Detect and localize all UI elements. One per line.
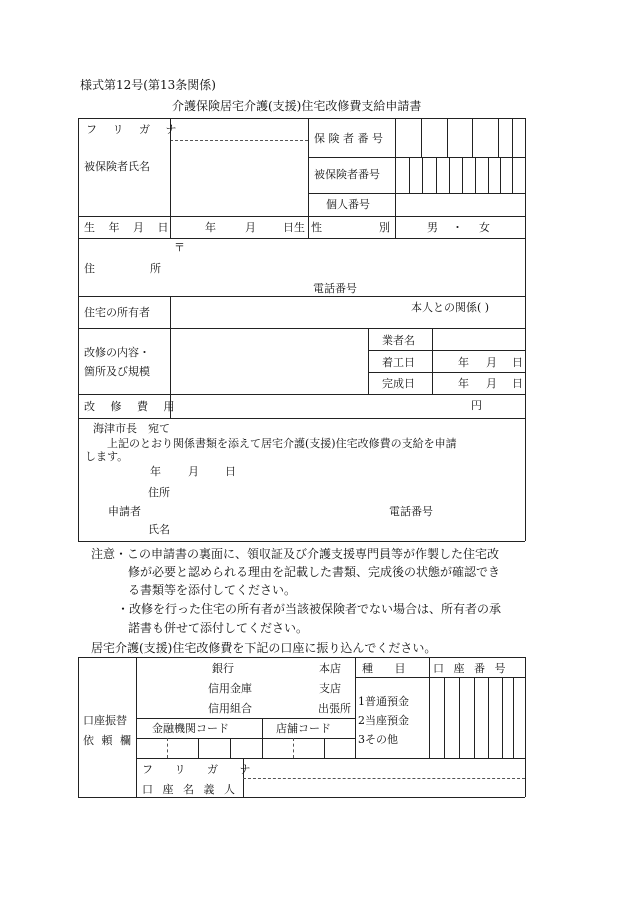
note-line1: 注意・この申請書の裏面に、領収証及び介護支援専門員等が作製した住宅改	[91, 547, 500, 561]
application-body-line2: します。	[85, 450, 129, 463]
renovation-label-1: 改修の内容・	[84, 346, 150, 359]
application-year: 年	[150, 465, 161, 478]
insured-name-label: 被保険者氏名	[84, 160, 150, 173]
office-type-sub[interactable]: 出張所	[318, 702, 351, 715]
birthdate-label: 生 年 月 日	[84, 221, 174, 234]
office-type-head[interactable]: 本店	[319, 662, 341, 675]
relation-label: 本人との関係( )	[411, 301, 490, 314]
bank-type-bank[interactable]: 銀行	[212, 662, 234, 675]
applicant-label: 申請者	[108, 505, 141, 518]
page-title: 介護保険居宅介護(支援)住宅改修費支給申請書	[172, 99, 422, 113]
birth-year: 年	[205, 221, 216, 234]
personal-number-label: 個人番号	[326, 198, 370, 211]
bank-code-label: 金融機関コード	[152, 722, 229, 735]
account-type-current[interactable]: 2当座預金	[358, 714, 409, 727]
start-day: 日	[512, 356, 523, 369]
account-type-other[interactable]: 3その他	[358, 733, 398, 746]
address-label-1: 住	[84, 262, 95, 275]
postal-mark: 〒	[174, 241, 185, 254]
office-type-branch[interactable]: 支店	[319, 682, 341, 695]
account-number-header: 口 座 番 号	[433, 662, 509, 675]
branch-code-label: 店舗コード	[276, 722, 331, 735]
start-date-label: 着工日	[382, 356, 415, 369]
bank-type-credit-coop[interactable]: 信用組合	[208, 702, 252, 715]
applicant-phone-label: 電話番号	[389, 505, 433, 518]
completion-date-label: 完成日	[382, 377, 415, 390]
birth-month: 月	[245, 221, 256, 234]
account-type-header: 種 目	[362, 662, 415, 675]
addressee: 海津市長 宛て	[93, 422, 170, 435]
start-month: 月	[486, 356, 497, 369]
account-holder-label: 口 座 名 義 人	[142, 783, 238, 796]
bank-label-2: 依 頼 欄	[83, 734, 133, 747]
sex-male[interactable]: 男	[427, 221, 438, 234]
sex-female[interactable]: 女	[479, 221, 490, 234]
sex-label-1: 性	[311, 221, 322, 234]
completion-day: 日	[512, 377, 523, 390]
renovation-label-2: 箇所及び規模	[84, 365, 150, 378]
start-year: 年	[458, 356, 469, 369]
application-month: 月	[188, 465, 199, 478]
contractor-label: 業者名	[382, 334, 415, 347]
owner-label: 住宅の所有者	[84, 306, 150, 319]
completion-month: 月	[486, 377, 497, 390]
form-number: 様式第12号(第13条関係)	[80, 78, 216, 92]
note-line2: 修が必要と認められる理由を記載した書類、完成後の状態が確認でき	[128, 565, 501, 579]
insured-number-label: 被保険者番号	[314, 168, 380, 181]
note-line5: 諾書も併せて添付してください。	[128, 621, 309, 635]
bank-label-1: 口座振替	[83, 714, 127, 727]
sex-label-2: 別	[379, 221, 390, 234]
phone-label: 電話番号	[313, 282, 357, 295]
bank-type-credit-union[interactable]: 信用金庫	[208, 682, 252, 695]
birth-day: 日生	[283, 221, 305, 234]
yen-label: 円	[471, 399, 482, 412]
cost-label: 改 修 費 用	[84, 400, 181, 413]
bank-instruction: 居宅介護(支援)住宅改修費を下記の口座に振り込んでください。	[91, 641, 437, 655]
application-body-line1: 上記のとおり関係書類を添えて居宅介護(支援)住宅改修費の支給を申請	[107, 437, 457, 450]
furigana-label: フ リ ガ ナ	[86, 123, 183, 136]
holder-furigana-label: フ リ ガ ナ	[142, 763, 260, 776]
application-day: 日	[225, 465, 236, 478]
account-type-ordinary[interactable]: 1普通預金	[358, 695, 409, 708]
insurer-number-label: 保 険 者 番 号	[314, 132, 383, 145]
note-line3: る書類等を添付してください。	[128, 583, 297, 597]
completion-year: 年	[458, 377, 469, 390]
note-line4: ・改修を行った住宅の所有者が当該被保険者でない場合は、所有者の承	[117, 602, 502, 616]
sex-dot: ・	[452, 221, 463, 234]
address-label-2: 所	[150, 262, 161, 275]
applicant-name-label: 氏名	[148, 523, 170, 536]
applicant-address-label: 住所	[148, 486, 170, 499]
